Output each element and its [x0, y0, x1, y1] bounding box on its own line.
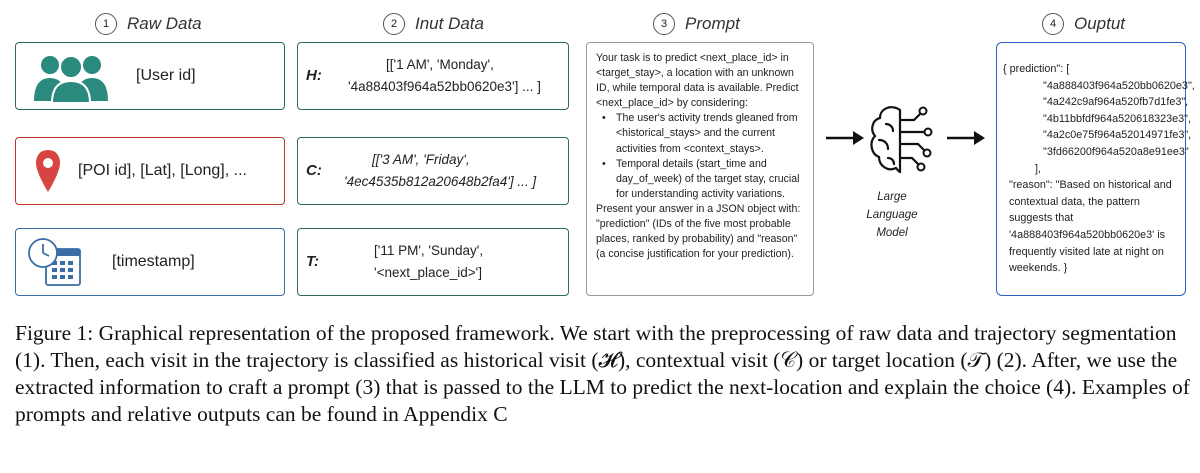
llm-label-line: Model: [876, 227, 908, 239]
stage-title: Inut Data: [415, 14, 484, 33]
prompt-bullets: [596, 111, 805, 202]
output-box: [996, 42, 1195, 296]
prompt-bullet: • Temporal details (start_time and day_of_week) of the target stay, crucial for understanding activity variations.: [596, 157, 805, 202]
target-line-2: '<next_place_id>']: [374, 265, 482, 280]
llm-label-line: Large: [877, 191, 907, 203]
raw-poi-box: [15, 137, 285, 205]
output-id: "3fd66200f964a520a8e91ee3": [1043, 145, 1189, 158]
stage-number: 2: [383, 13, 405, 35]
caption-text: ) (2). After, we use the extracted information to craft a prompt (3) that is passed to the LLM to predict the next-location and explain the choice (4). Examples of prompts and relative outputs can be found in Appendix C: [15, 348, 1196, 426]
output-id: "4a2c0e75f964a52014971fe3",: [1043, 129, 1192, 142]
stage-number: 3: [653, 13, 675, 35]
arrow-right-icon: [825, 128, 865, 148]
prompt-bullet: • The user's activity trends gleaned from <historical_stays> and the current activities from <context_stays>.: [596, 111, 805, 156]
output-id: "4a888403f964a520bb0620e3",: [1043, 79, 1195, 92]
arrow-right-icon: [946, 128, 986, 148]
prompt-intro: Your task is to predict <next_place_id> in <target_stay>, a location with an unknown ID, while temporal data is available. Predict <next_place_id> by considering:: [596, 52, 799, 110]
raw-timestamp-label: [timestamp]: [112, 253, 195, 270]
caption-text: ), contextual visit (: [617, 348, 781, 372]
users-icon: [28, 51, 114, 103]
historical-line-2: '4a88403f964a52bb0620e3'] ... ]: [348, 79, 541, 94]
historical-key: H:: [306, 67, 322, 84]
stage-title: Prompt: [685, 14, 740, 33]
input-historical-box: [297, 42, 569, 110]
raw-timestamp-box: [15, 228, 285, 296]
caption-symbol-t: 𝒯: [967, 348, 985, 372]
stage-header-input-data: [383, 10, 484, 38]
figure-caption: [15, 320, 1196, 428]
contextual-line-1: [['3 AM', 'Friday',: [372, 152, 470, 167]
llm-label-line: Language: [866, 209, 918, 221]
stage-number: 4: [1042, 13, 1064, 35]
contextual-line-2: '4ec4535b812a20648b2fa4'] ... ]: [344, 174, 537, 189]
stage-header-prompt: [653, 10, 740, 38]
output-reason: "reason": "Based on historical and contextual data, the pattern suggests that '4a888403f964a520bb0620e3' is frequently visited late at night on weekends. }: [1009, 179, 1172, 275]
target-line-1: ['11 PM', 'Sunday',: [374, 243, 484, 258]
target-key: T:: [306, 253, 320, 270]
stage-number: 1: [95, 13, 117, 35]
caption-symbol-h: 𝓗: [598, 348, 618, 372]
caption-symbol-c: 𝒞: [780, 348, 797, 372]
brain-circuit-icon: [866, 100, 938, 180]
stage-header-output: [1042, 10, 1125, 38]
llm-label: [862, 188, 922, 242]
output-id: "4b11bbfdf964a520618323e3",: [1043, 112, 1191, 125]
clock-calendar-icon: [26, 235, 84, 291]
historical-line-1: [['1 AM', 'Monday',: [386, 57, 494, 72]
input-target-box: [297, 228, 569, 296]
input-contextual-box: [297, 137, 569, 205]
prompt-box: [586, 42, 814, 296]
stage-header-raw-data: [95, 10, 202, 38]
raw-user-label: [User id]: [136, 67, 196, 84]
caption-text: Figure 1: Graphical representation of the proposed framework. We start with the preprocessing of raw data and trajectory segmentation (1). Then, each visit in the trajectory is classified as historical visit (: [15, 321, 1182, 372]
prompt-outro: Present your answer in a JSON object with: "prediction" (IDs of the five most probable places, ranked by probability) and "reason" (a concise justification for your prediction).: [596, 202, 801, 261]
contextual-key: C:: [306, 162, 322, 179]
output-open: { prediction": [: [1003, 63, 1070, 75]
stage-title: Ouptut: [1074, 14, 1126, 33]
output-close: ],: [1035, 162, 1041, 175]
location-pin-icon: [34, 148, 62, 194]
raw-poi-label: [POI id], [Lat], [Long], ...: [78, 162, 247, 179]
output-id: "4a242c9af964a520fb7d1fe3",: [1043, 96, 1189, 109]
raw-user-box: [15, 42, 285, 110]
stage-title: Raw Data: [127, 14, 202, 33]
caption-text: ) or target location (: [796, 348, 968, 372]
